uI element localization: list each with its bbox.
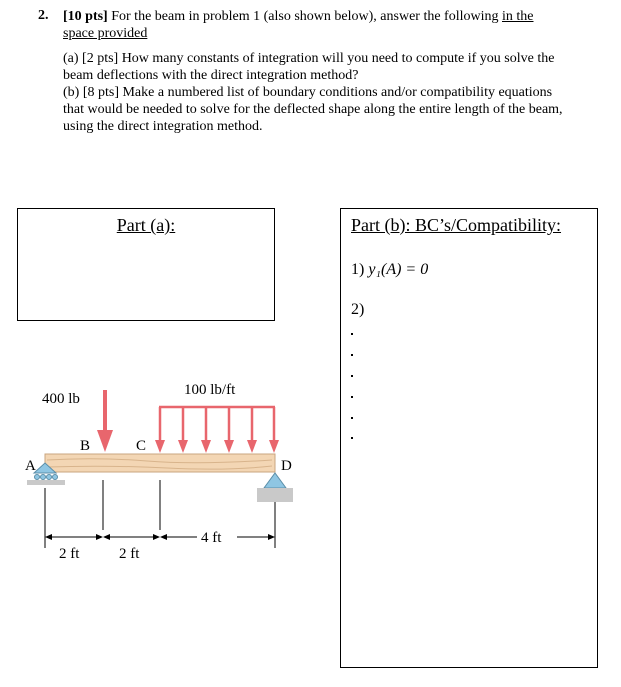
continuation-dot: [351, 437, 353, 439]
point-d-label: D: [281, 458, 292, 474]
distributed-load-arrowhead-icon: [269, 440, 279, 453]
dimension-arrowhead-icon: [96, 534, 103, 540]
bc-item-1: [351, 261, 428, 279]
question-part-a: (a) [2 pts] How many constants of integration will you need to compute if you solve the beam deflections with the direct integration method?: [63, 51, 555, 83]
dimension-arrowhead-icon: [45, 534, 52, 540]
question-part-b: (b) [8 pts] Make a numbered list of boundary conditions and/or compatibility equations that would be needed to solve for the deflected shape along the entire length of the beam, using the direct integration method.: [63, 85, 563, 134]
distributed-load-arrowhead-icon: [178, 440, 188, 453]
bc-item-1-number: 1): [351, 261, 365, 278]
continuation-dot: [351, 417, 353, 419]
distributed-load-arrowhead-icon: [155, 440, 165, 453]
dimension-ab-label: 2 ft: [59, 546, 80, 562]
dimension-arrowhead-icon: [103, 534, 110, 540]
dimension-bc-label: 2 ft: [119, 546, 140, 562]
question-intro-text: For the beam in problem 1 (also shown below), answer the following: [111, 9, 499, 24]
roller-wheel-icon: [35, 475, 40, 480]
question-intro-underlined: in the space provided: [63, 9, 534, 41]
bc-item-2-number: 2): [351, 301, 365, 318]
part-a-title: Part (a):: [116, 215, 176, 235]
dimension-cd-label: 4 ft: [201, 530, 222, 546]
point-c-label: C: [136, 438, 147, 454]
distributed-load-label: 100 lb/ft: [184, 382, 236, 398]
pin-support-d-icon: [264, 473, 286, 488]
question-points: [10 pts]: [63, 9, 108, 24]
question-intro: [63, 8, 563, 42]
bc-item-1-expression: y₁(A) = 0: [368, 261, 429, 278]
beam-figure: [17, 370, 302, 570]
roller-wheel-icon: [47, 475, 52, 480]
continuation-dot: [351, 375, 353, 377]
point-a-label: A: [25, 458, 36, 474]
dimension-arrowhead-icon: [268, 534, 275, 540]
part-b-title: Part (b): BC’s/Compatibility:: [351, 215, 562, 235]
point-load-label: 400 lb: [42, 391, 80, 407]
question-number: 2.: [38, 8, 49, 23]
point-b-label: B: [80, 438, 91, 454]
part-a-answer-box[interactable]: [17, 208, 275, 321]
ground-a: [27, 480, 65, 485]
continuation-dot: [351, 354, 353, 356]
beam: [45, 454, 275, 472]
point-load-arrowhead-icon: [97, 430, 113, 452]
dimension-arrowhead-icon: [153, 534, 160, 540]
roller-wheel-icon: [53, 475, 58, 480]
dimension-arrowhead-icon: [160, 534, 167, 540]
roller-wheel-icon: [41, 475, 46, 480]
part-b-answer-box[interactable]: [340, 208, 598, 668]
distributed-load-arrowhead-icon: [247, 440, 257, 453]
ground-d: [257, 488, 293, 502]
distributed-load-arrowhead-icon: [224, 440, 234, 453]
continuation-dot: [351, 396, 353, 398]
question-parts: [63, 50, 563, 135]
distributed-load-arrowhead-icon: [201, 440, 211, 453]
continuation-dot: [351, 333, 353, 335]
